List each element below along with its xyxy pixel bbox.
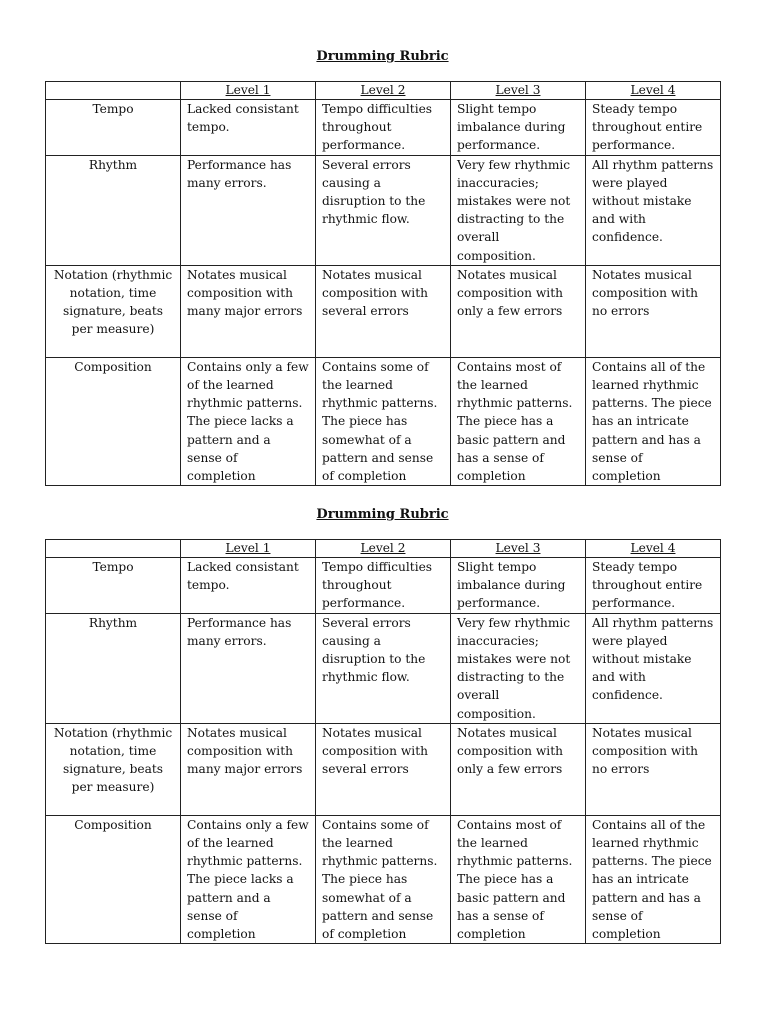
descriptor-cell: Notates musical composition with no errors: [586, 723, 721, 815]
level-header: Level 2: [316, 540, 451, 558]
rubric-table: [45, 81, 721, 486]
rubric-table: [45, 539, 721, 944]
descriptor-cell: Contains all of the learned rhythmic patterns. The piece has an intricate pattern and has a sense of completion: [586, 357, 721, 485]
descriptor-cell: Several errors causing a disruption to the rhythmic flow.: [316, 613, 451, 723]
corner-cell: [46, 82, 181, 100]
table-row-tempo: [46, 558, 721, 614]
header-row: [46, 540, 721, 558]
rubric-title: Drumming Rubric: [316, 49, 449, 64]
descriptor-cell: All rhythm patterns were played without mistake and with confidence.: [586, 613, 721, 723]
criterion-label: Composition: [46, 357, 181, 485]
criterion-label: Rhythm: [46, 155, 181, 265]
criterion-label: Notation (rhythmic notation, time signature, beats per measure): [46, 265, 181, 357]
corner-cell: [46, 540, 181, 558]
descriptor-cell: Contains all of the learned rhythmic patterns. The piece has an intricate pattern and has a sense of completion: [586, 815, 721, 943]
descriptor-cell: Contains some of the learned rhythmic patterns. The piece has somewhat of a pattern and sense of completion: [316, 357, 451, 485]
table-row-tempo: [46, 100, 721, 156]
descriptor-cell: Several errors causing a disruption to the rhythmic flow.: [316, 155, 451, 265]
table-row-composition: [46, 357, 721, 485]
level-header: Level 4: [586, 82, 721, 100]
descriptor-cell: Steady tempo throughout entire performance.: [586, 100, 721, 156]
descriptor-cell: Lacked consistant tempo.: [181, 558, 316, 614]
descriptor-cell: Tempo difficulties throughout performance.: [316, 558, 451, 614]
table-row-notation: [46, 265, 721, 357]
descriptor-cell: Performance has many errors.: [181, 613, 316, 723]
rubric-2: [45, 505, 720, 944]
level-header: Level 2: [316, 82, 451, 100]
descriptor-cell: Notates musical composition with many major errors: [181, 723, 316, 815]
table-row-composition: [46, 815, 721, 943]
descriptor-cell: All rhythm patterns were played without mistake and with confidence.: [586, 155, 721, 265]
descriptor-cell: Tempo difficulties throughout performance.: [316, 100, 451, 156]
descriptor-cell: Steady tempo throughout entire performance.: [586, 558, 721, 614]
level-header: Level 4: [586, 540, 721, 558]
criterion-label: Notation (rhythmic notation, time signature, beats per measure): [46, 723, 181, 815]
descriptor-cell: Lacked consistant tempo.: [181, 100, 316, 156]
descriptor-cell: Contains only a few of the learned rhythmic patterns. The piece lacks a pattern and a sense of completion: [181, 357, 316, 485]
descriptor-cell: Slight tempo imbalance during performance.: [451, 558, 586, 614]
descriptor-cell: Very few rhythmic inaccuracies; mistakes were not distracting to the overall composition.: [451, 155, 586, 265]
level-header: Level 1: [181, 82, 316, 100]
descriptor-cell: Notates musical composition with several errors: [316, 723, 451, 815]
rubric-title: Drumming Rubric: [316, 507, 449, 522]
descriptor-cell: Notates musical composition with many major errors: [181, 265, 316, 357]
descriptor-cell: Contains only a few of the learned rhythmic patterns. The piece lacks a pattern and a sense of completion: [181, 815, 316, 943]
level-header: Level 3: [451, 82, 586, 100]
descriptor-cell: Slight tempo imbalance during performance.: [451, 100, 586, 156]
level-header: Level 1: [181, 540, 316, 558]
descriptor-cell: Notates musical composition with only a few errors: [451, 265, 586, 357]
rubric-1: [45, 47, 720, 486]
descriptor-cell: Notates musical composition with only a few errors: [451, 723, 586, 815]
criterion-label: Rhythm: [46, 613, 181, 723]
descriptor-cell: Performance has many errors.: [181, 155, 316, 265]
descriptor-cell: Contains some of the learned rhythmic patterns. The piece has somewhat of a pattern and sense of completion: [316, 815, 451, 943]
criterion-label: Tempo: [46, 558, 181, 614]
header-row: [46, 82, 721, 100]
descriptor-cell: Contains most of the learned rhythmic patterns. The piece has a basic pattern and has a sense of completion: [451, 357, 586, 485]
criterion-label: Composition: [46, 815, 181, 943]
descriptor-cell: Notates musical composition with several errors: [316, 265, 451, 357]
descriptor-cell: Very few rhythmic inaccuracies; mistakes were not distracting to the overall composition.: [451, 613, 586, 723]
table-row-rhythm: [46, 613, 721, 723]
criterion-label: Tempo: [46, 100, 181, 156]
table-row-rhythm: [46, 155, 721, 265]
level-header: Level 3: [451, 540, 586, 558]
table-row-notation: [46, 723, 721, 815]
descriptor-cell: Contains most of the learned rhythmic patterns. The piece has a basic pattern and has a sense of completion: [451, 815, 586, 943]
descriptor-cell: Notates musical composition with no errors: [586, 265, 721, 357]
